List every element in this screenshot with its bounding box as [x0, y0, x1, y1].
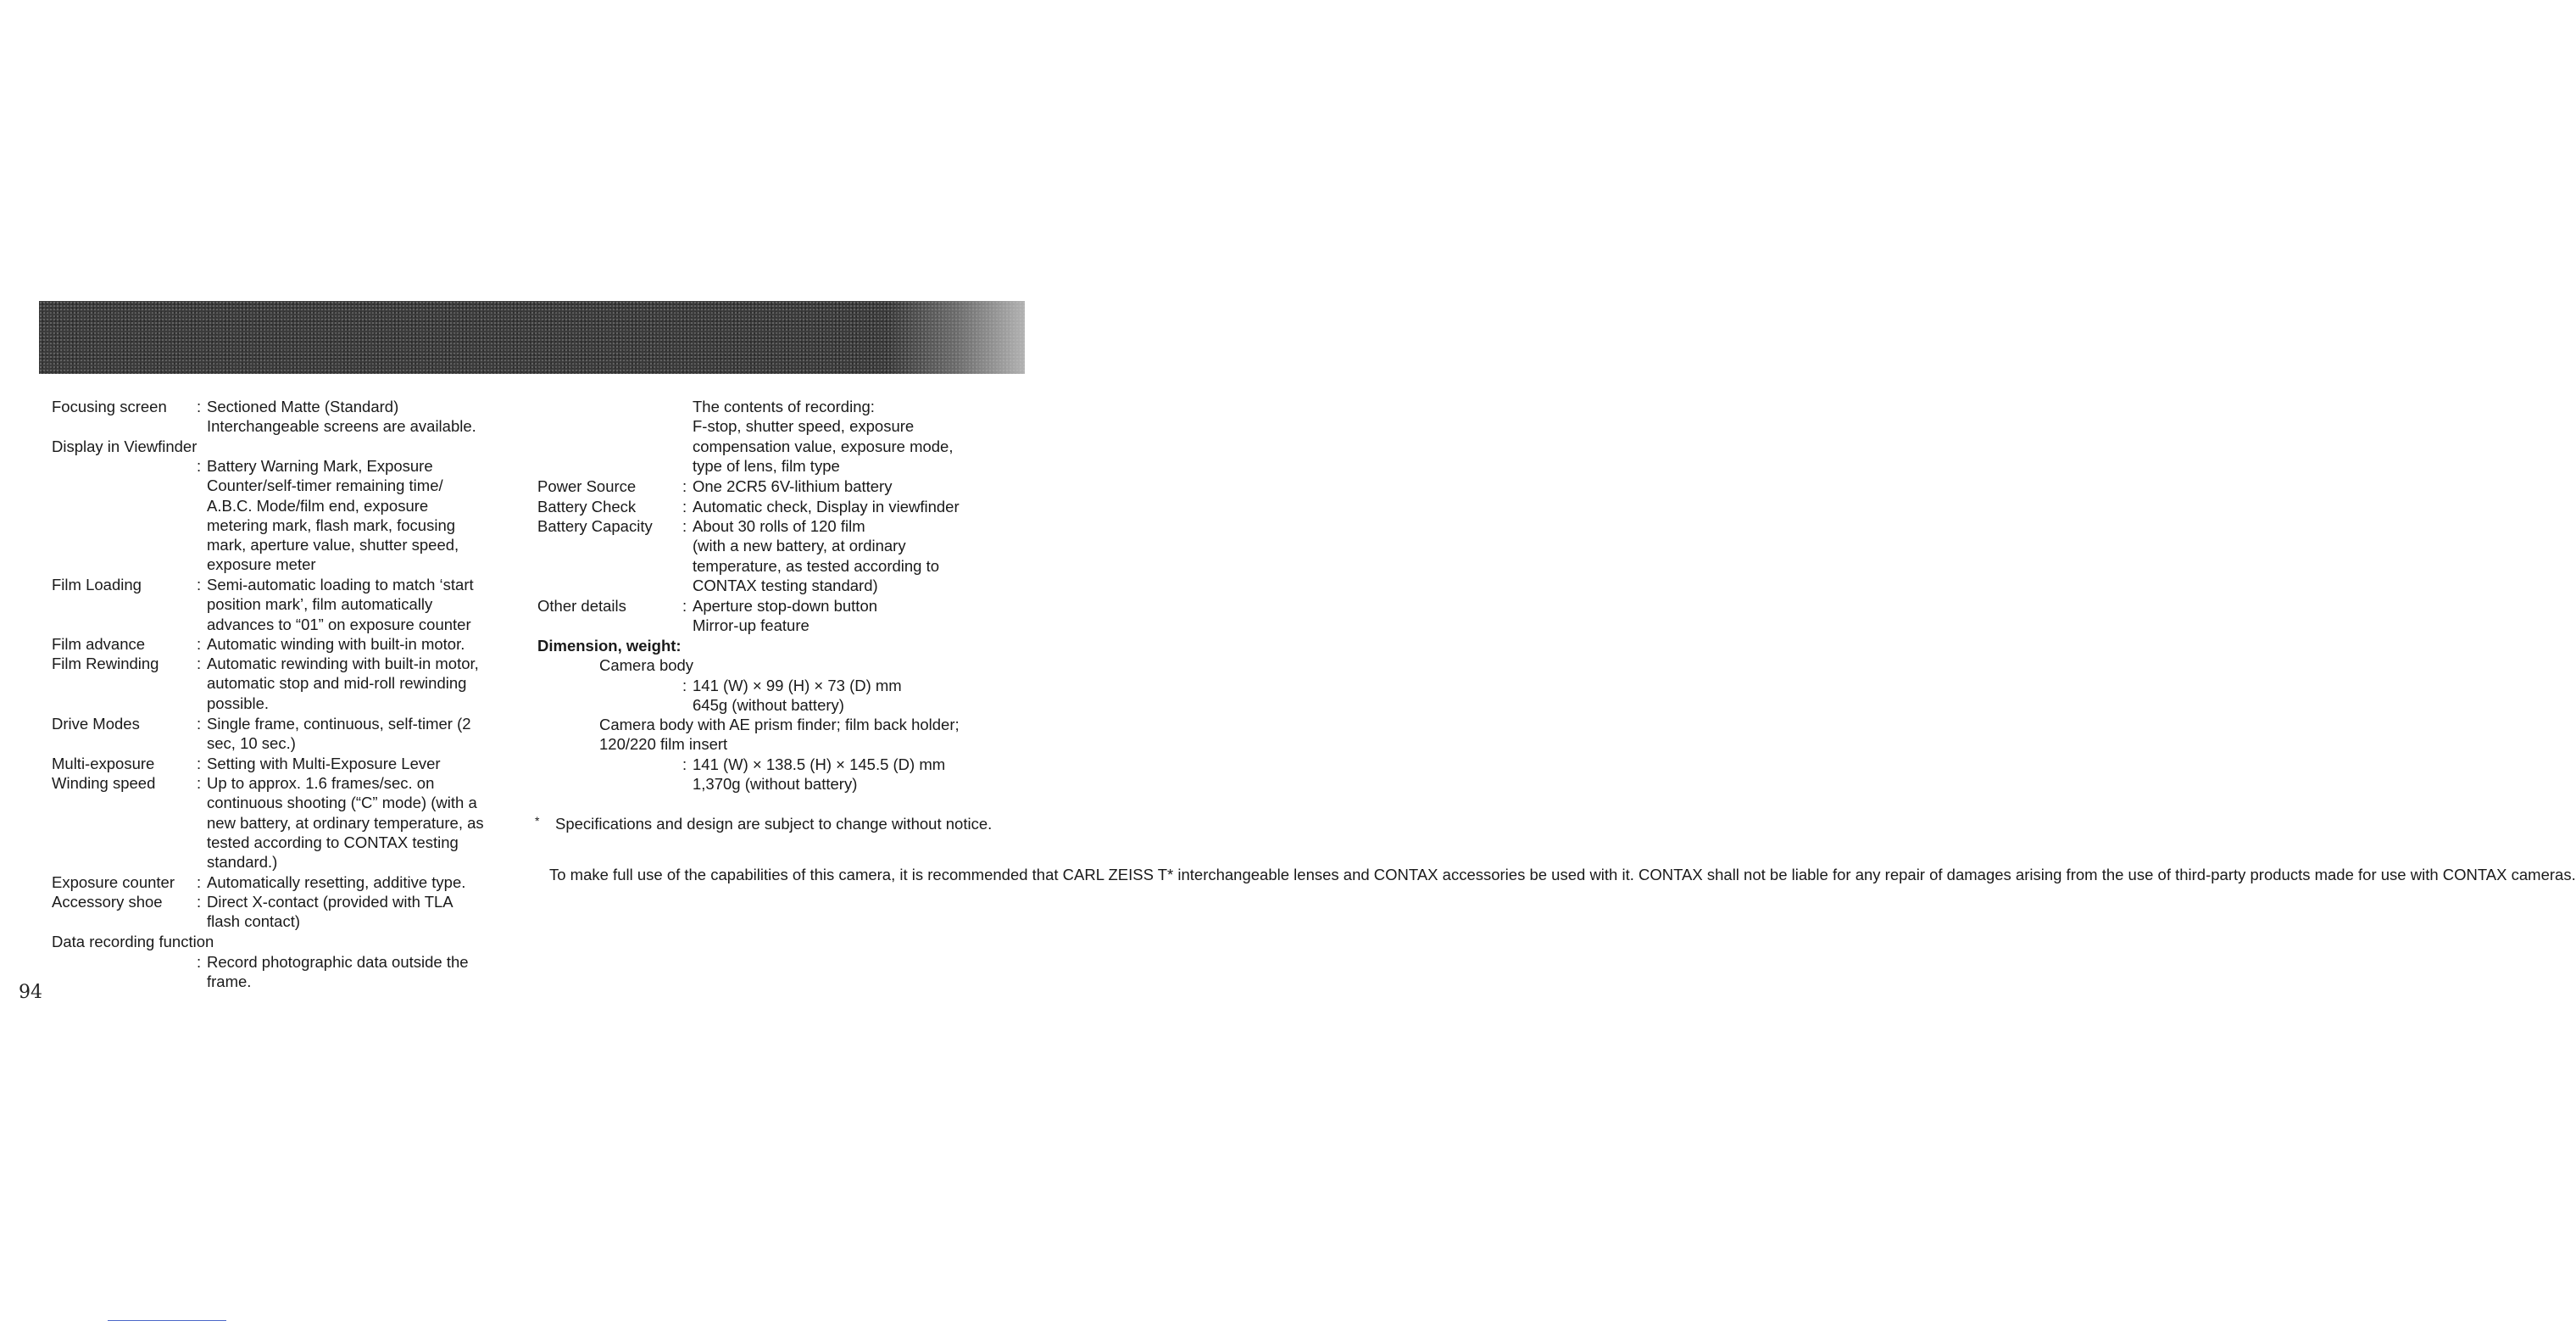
disclaimer-line: with CONTAX cameras.: [2410, 866, 2576, 883]
spec-line: frame.: [207, 972, 252, 991]
spec-line: standard.): [207, 853, 278, 872]
spec-line: sec, 10 sec.): [207, 734, 296, 753]
spec-line: Battery Warning Mark, Exposure: [207, 457, 433, 475]
spec-value: : Automatic check, Display in viewfinder: [693, 497, 998, 516]
spec-line: Direct X-contact (provided with TLA: [207, 893, 453, 911]
spec-line: Single frame, continuous, self-timer (2: [207, 715, 471, 733]
spec-with-prism: [599, 715, 960, 755]
spec-label: Film Rewinding: [52, 655, 159, 672]
spec-label: Data recording function: [52, 933, 214, 950]
disclaimer-line: arising from the use of third-party products made for use: [2015, 866, 2406, 883]
spec-line: Aperture stop-down button: [693, 597, 878, 615]
spec-line: position mark’, film automatically: [207, 595, 433, 614]
spec-line: Counter/self-timer remaining time/: [207, 476, 443, 495]
spec-line: About 30 rolls of 120 film: [693, 517, 865, 535]
spec-line: temperature, as tested according to: [693, 556, 940, 575]
spec-value: : About 30 rolls of 120 film (with a new battery, at ordinary temperature, as tested according to CONTAX testing standard): [693, 516, 998, 595]
spec-sublabel: Camera body: [599, 656, 694, 674]
spec-label: Dimension, weight:: [537, 637, 682, 655]
spec-value: : Setting with Multi-Exposure Lever: [207, 754, 546, 773]
spec-line: Automatically resetting, additive type.: [207, 873, 466, 891]
disclaimer: [549, 865, 2576, 884]
spec-line: Interchangeable screens are available.: [207, 417, 476, 436]
spec-label: Winding speed: [52, 774, 156, 792]
spec-line: new battery, at ordinary temperature, as: [207, 813, 484, 832]
spec-line: exposure meter: [207, 555, 316, 574]
disclaimer-line: CONTAX shall not be liable for any repair of damages: [1639, 866, 2011, 883]
spec-sublabel: Camera body with AE prism finder; film back holder;: [599, 716, 960, 733]
spec-value: : Battery Warning Mark, Exposure Counter/self-timer remaining time/ A.B.C. Mode/film end, exposure metering mark, flash mark, focusing mark, aperture value, shutter speed, exposure meter: [207, 456, 546, 575]
spec-value: : Sectioned Matte (Standard) Interchangeable screens are available.: [207, 397, 546, 437]
spec-line: possible.: [207, 694, 270, 712]
spec-value: : 141 (W) × 99 (H) × 73 (D) mm 645g (without battery): [693, 676, 998, 716]
spec-label: Display in Viewfinder: [52, 437, 198, 455]
disclaimer-line: recommended that CARL ZEISS T* interchangeable: [927, 866, 1290, 883]
disclaimer-line: lenses and CONTAX accessories be used with it.: [1294, 866, 1634, 883]
spec-line: continuous shooting (“C” mode) (with a: [207, 794, 477, 812]
spec-line: One 2CR5 6V-lithium battery: [693, 477, 893, 495]
spec-line: Automatic check, Display in viewfinder: [693, 498, 960, 515]
header-texture-band: [39, 301, 1025, 374]
spec-line: flash contact): [207, 912, 301, 931]
spec-label: Accessory shoe: [52, 893, 163, 911]
spec-label: Focusing screen: [52, 398, 167, 415]
spec-label: Multi-exposure: [52, 755, 155, 772]
disclaimer-line: To make full use of the capabilities of this camera, it is: [549, 866, 924, 883]
spec-line: A.B.C. Mode/film end, exposure: [207, 496, 429, 515]
spec-label: Power Source: [537, 477, 637, 495]
footer-rule: [108, 1320, 226, 1321]
spec-line: Semi-automatic loading to match ‘start: [207, 576, 474, 593]
spec-line: Automatic rewinding with built-in motor,: [207, 655, 479, 672]
spec-label: Battery Capacity: [537, 517, 653, 535]
spec-label: Film Loading: [52, 576, 142, 593]
spec-line: automatic stop and mid-roll rewinding: [207, 674, 467, 693]
spec-line: mark, aperture value, shutter speed,: [207, 536, 459, 554]
footnote-line: Specifications and design are subject to change without: [555, 815, 942, 833]
spec-label: Drive Modes: [52, 715, 140, 733]
spec-line: 141 (W) × 138.5 (H) × 145.5 (D) mm: [693, 755, 946, 773]
spec-line: metering mark, flash mark, focusing: [207, 515, 456, 534]
spec-line: compensation value, exposure mode,: [693, 437, 954, 455]
spec-value: : Automatic rewinding with built-in motor, automatic stop and mid-roll rewinding possible.: [207, 654, 546, 713]
spec-value: : Semi-automatic loading to match ‘start position mark’, film automatically advances to “01” on exposure counter: [207, 575, 546, 634]
spec-line: F-stop, shutter speed, exposure: [693, 417, 915, 436]
page-number: 94: [19, 982, 42, 1003]
footnote-line: notice.: [945, 815, 993, 833]
spec-sublabel: 120/220 film insert: [599, 735, 728, 754]
spec-line: Up to approx. 1.6 frames/sec. on: [207, 774, 435, 792]
spec-line: The contents of recording:: [693, 398, 875, 415]
spec-line: advances to “01” on exposure counter: [207, 615, 471, 633]
spec-line: 645g (without battery): [693, 696, 844, 715]
spec-line: (with a new battery, at ordinary: [693, 537, 906, 555]
spec-line: Setting with Multi-Exposure Lever: [207, 755, 441, 772]
spec-line: Mirror-up feature: [693, 616, 810, 635]
spec-line: Record photographic data outside the: [207, 953, 469, 971]
spec-label: Battery Check: [537, 498, 637, 515]
spec-line: CONTAX testing standard): [693, 576, 878, 594]
spec-value: : Record photographic data outside the frame.: [207, 952, 546, 992]
spec-value: [693, 397, 998, 476]
spec-value: : Up to approx. 1.6 frames/sec. on continuous shooting (“C” mode) (with a new battery, at ordinary temperature, as tested according to CONTAX testing standard.): [207, 773, 546, 872]
footnote-marker: *: [535, 814, 540, 828]
spec-value: : One 2CR5 6V-lithium battery: [693, 476, 998, 496]
spec-value: : Single frame, continuous, self-timer (2 sec, 10 sec.): [207, 714, 546, 754]
spec-value: : Aperture stop-down button Mirror-up feature: [693, 596, 998, 636]
spec-line: Sectioned Matte (Standard): [207, 398, 399, 415]
spec-value: : Automatically resetting, additive type.: [207, 872, 546, 892]
spec-label: Exposure counter: [52, 873, 175, 891]
spec-label: Film advance: [52, 635, 146, 653]
spec-line: Automatic winding with built-in motor.: [207, 635, 465, 653]
spec-line: 1,370g (without battery): [693, 775, 858, 794]
spec-value: : Automatic winding with built-in motor.: [207, 634, 546, 654]
spec-label: Other details: [537, 597, 626, 615]
spec-line: type of lens, film type: [693, 456, 840, 475]
spec-value: : 141 (W) × 138.5 (H) × 145.5 (D) mm 1,370g (without battery): [693, 755, 998, 794]
spec-line: 141 (W) × 99 (H) × 73 (D) mm: [693, 677, 902, 694]
spec-line: tested according to CONTAX testing: [207, 833, 459, 851]
spec-value: : Direct X-contact (provided with TLA flash contact): [207, 892, 546, 932]
